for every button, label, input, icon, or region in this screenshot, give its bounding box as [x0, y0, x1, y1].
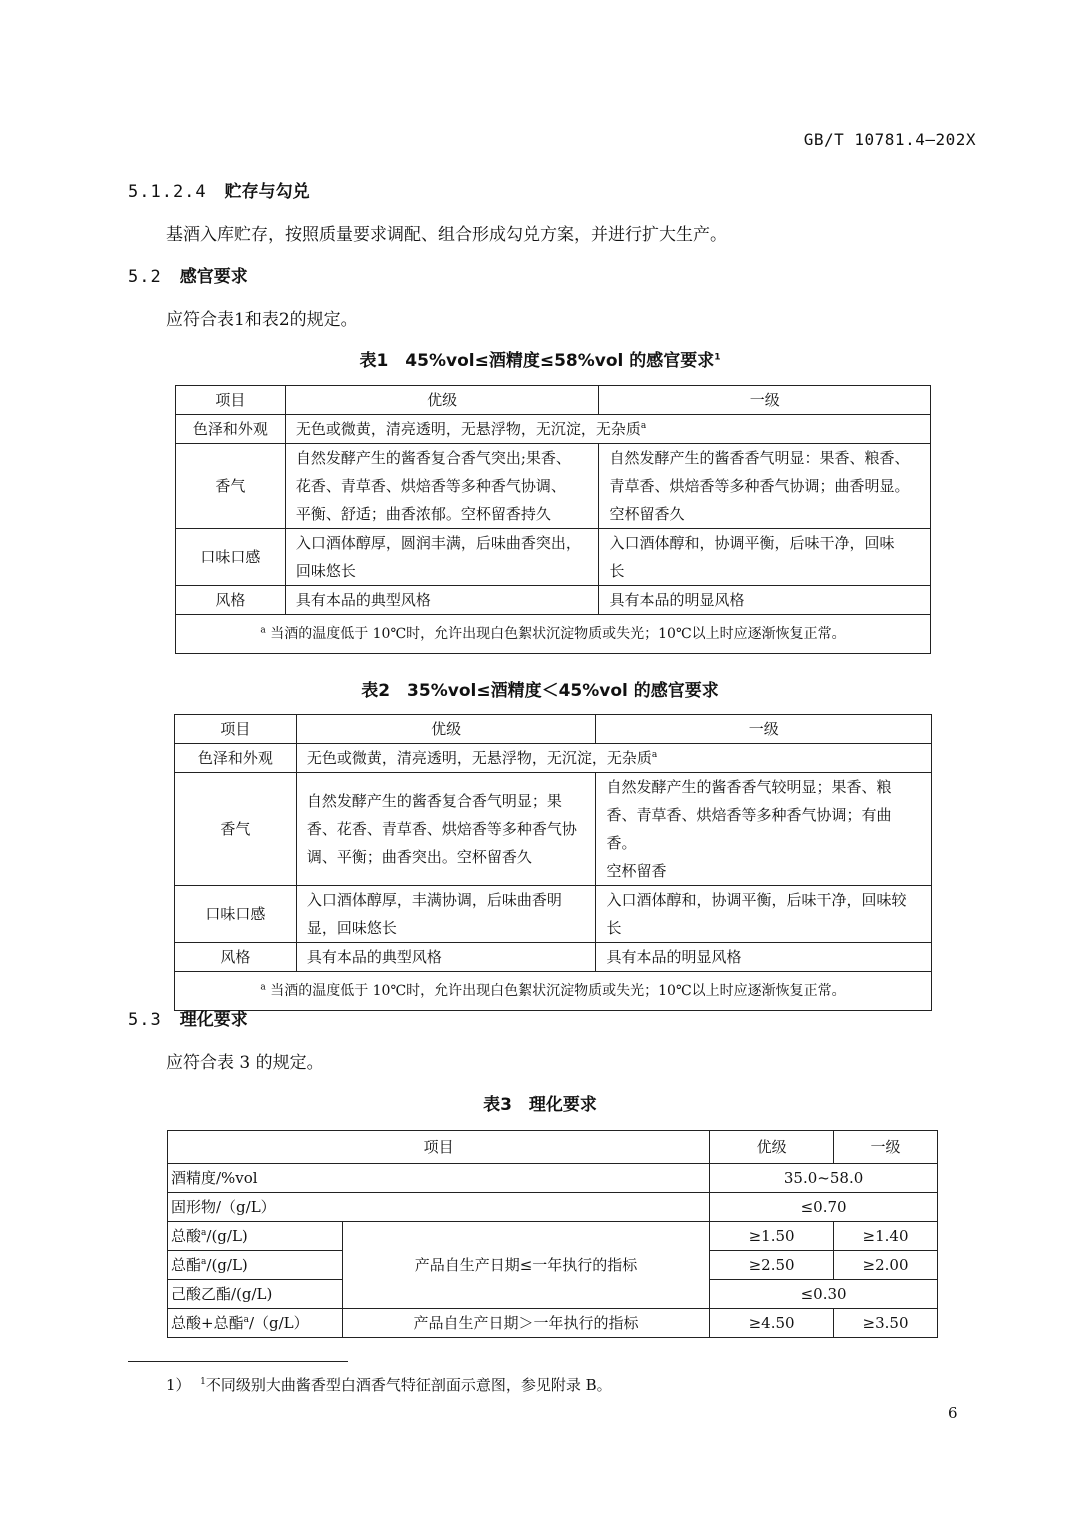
- row-value: ≤0.70: [710, 1193, 938, 1222]
- style-first: 具有本品的明显风格: [596, 943, 932, 972]
- section-number: 5.1.2.4: [128, 182, 207, 202]
- page-number: 6: [948, 1404, 958, 1422]
- text-line: 香、青草香、烘焙香等多种香气协调；有曲香。: [606, 806, 892, 852]
- note-marker: a: [260, 625, 266, 636]
- text-line: 空杯留香: [606, 862, 667, 880]
- footnote-sup: 1: [200, 1377, 206, 1387]
- table1-header-premium: 优级: [285, 386, 599, 415]
- table2-note: [175, 972, 932, 1011]
- table2-header-item: 项目: [175, 715, 297, 744]
- text-line: 自然发酵产生的酱香复合香气明显；果: [306, 792, 562, 810]
- first-value: ≥3.50: [834, 1309, 938, 1338]
- row-label: [168, 1309, 343, 1338]
- label-unit: /（g/L）: [248, 1314, 309, 1332]
- style-premium: 具有本品的典型风格: [285, 586, 599, 615]
- label-text: 总酸: [171, 1227, 202, 1245]
- table-row: [176, 586, 931, 615]
- text-line: 入口酒体醇厚，圆润丰满，后味曲香突出，: [295, 534, 581, 552]
- text-line: 平衡、舒适；曲香浓郁。空杯留香持久: [295, 505, 551, 523]
- table-row: [175, 886, 932, 943]
- table-row: [176, 444, 931, 529]
- condition-after-one-year: 产品自生产日期＞一年执行的指标: [342, 1309, 709, 1338]
- row-label: 风格: [176, 586, 286, 615]
- standard-number: GB/T 10781.4—202X: [803, 130, 976, 149]
- row-label: [168, 1222, 343, 1251]
- row-label: 香气: [175, 773, 297, 886]
- table1-caption-text: 表1 45%vol≤酒精度≤58%vol 的感官要求: [359, 351, 715, 371]
- table-row: [176, 529, 931, 586]
- first-value: ≥2.00: [834, 1251, 938, 1280]
- row-label: 己酸乙酯/(g/L): [168, 1280, 343, 1309]
- table3-header-row: [168, 1131, 938, 1164]
- table-row: [168, 1309, 938, 1338]
- color-value: [285, 415, 930, 444]
- note-ref: a: [640, 421, 647, 431]
- table-row: [175, 773, 932, 886]
- table3-caption: 表3 理化要求: [483, 1095, 597, 1115]
- note-ref: a: [651, 750, 658, 760]
- section-5-1-2-4-heading: [128, 177, 310, 202]
- table1-header-item: 项目: [176, 386, 286, 415]
- footnote: [166, 1374, 612, 1395]
- row-label: 酒精度/%vol: [168, 1164, 710, 1193]
- taste-premium: [285, 529, 599, 586]
- table1-caption: [0, 346, 1080, 371]
- table-row: [168, 1193, 938, 1222]
- color-value-text: 无色或微黄，清亮透明，无悬浮物，无沉淀，无杂质: [306, 749, 652, 767]
- note-ref: a: [201, 1257, 207, 1267]
- table3-header-first: 一级: [834, 1131, 938, 1164]
- label-unit: /(g/L): [206, 1227, 248, 1245]
- premium-value: ≥1.50: [710, 1222, 834, 1251]
- text-line: 花香、青草香、烘焙香等多种香气协调、: [295, 477, 566, 495]
- text-line: 入口酒体醇和，协调平衡，后味干净，回味: [609, 534, 895, 552]
- row-label: [168, 1251, 343, 1280]
- note-marker: a: [260, 982, 266, 993]
- label-text: 总酯: [171, 1256, 202, 1274]
- table3-header-premium: 优级: [710, 1131, 834, 1164]
- color-value: [296, 744, 931, 773]
- row-value: 35.0~58.0: [710, 1164, 938, 1193]
- text-line: 入口酒体醇和，协调平衡，后味干净，回味较: [606, 891, 907, 909]
- row-label: 口味口感: [175, 886, 297, 943]
- table1: [175, 385, 931, 654]
- aroma-first: [596, 773, 932, 886]
- section-title: 理化要求: [179, 1010, 248, 1030]
- note-text: 当酒的温度低于 10℃时，允许出现白色絮状沉淀物质或失光；10℃以上时应逐渐恢复正常。: [265, 983, 846, 999]
- color-value-text: 无色或微黄，清亮透明，无悬浮物，无沉淀，无杂质: [295, 420, 641, 438]
- taste-first: [599, 529, 931, 586]
- taste-premium: [296, 886, 596, 943]
- footnote-marker: 1）: [166, 1376, 191, 1394]
- table-row: [175, 972, 932, 1011]
- table2-caption: 表2 35%vol≤酒精度＜45%vol 的感官要求: [361, 681, 719, 701]
- table-row: [175, 943, 932, 972]
- section-title: 感官要求: [179, 267, 248, 287]
- table-row: [176, 415, 931, 444]
- section-5-3-heading: [128, 1005, 248, 1030]
- note-text: 当酒的温度低于 10℃时，允许出现白色絮状沉淀物质或失光；10℃以上时应逐渐恢复正常。: [265, 626, 846, 642]
- table-row: [168, 1164, 938, 1193]
- footnote-text: 不同级别大曲酱香型白酒香气特征剖面示意图，参见附录 B。: [205, 1376, 612, 1394]
- table-row: [176, 615, 931, 654]
- text-line: 入口酒体醇厚，丰满协调，后味曲香明: [306, 891, 562, 909]
- label-unit: /(g/L): [206, 1256, 248, 1274]
- section-number: 5.2: [128, 267, 162, 287]
- table3: [167, 1130, 938, 1338]
- table-row: [168, 1222, 938, 1251]
- text-line: 长: [609, 562, 625, 580]
- style-premium: 具有本品的典型风格: [296, 943, 596, 972]
- text-line: 显，回味悠长: [306, 919, 397, 937]
- section-5-3-text: 应符合表 3 的规定。: [166, 1053, 324, 1073]
- text-line: 长: [606, 919, 622, 937]
- text-line: 香、花香、青草香、烘焙香等多种香气协: [306, 820, 577, 838]
- text-line: 自然发酵产生的酱香香气明显：果香、粮香、: [609, 449, 910, 467]
- section-5-2-heading: [128, 262, 248, 287]
- row-value: ≤0.30: [710, 1280, 938, 1309]
- note-ref: a: [201, 1228, 207, 1238]
- table2-header-premium: 优级: [296, 715, 596, 744]
- text-line: 空杯留香久: [609, 505, 685, 523]
- style-first: 具有本品的明显风格: [599, 586, 931, 615]
- row-label: 风格: [175, 943, 297, 972]
- section-5-1-2-4-text: 基酒入库贮存，按照质量要求调配、组合形成勾兑方案，并进行扩大生产。: [166, 225, 727, 245]
- row-label: 色泽和外观: [175, 744, 297, 773]
- section-number: 5.3: [128, 1010, 162, 1030]
- taste-first: [596, 886, 932, 943]
- text-line: 青草香、烘焙香等多种香气协调；曲香明显。: [609, 477, 910, 495]
- section-title: 贮存与勾兑: [224, 182, 310, 202]
- text-line: 回味悠长: [295, 562, 356, 580]
- footnote-divider: [128, 1361, 348, 1362]
- table2-header-row: [175, 715, 932, 744]
- table1-note: [176, 615, 931, 654]
- row-label: 香气: [176, 444, 286, 529]
- text-line: 调、平衡；曲香突出。空杯留香久: [306, 848, 532, 866]
- table3-header-item: 项目: [168, 1131, 710, 1164]
- text-line: 自然发酵产生的酱香复合香气突出;果香、: [295, 449, 571, 467]
- aroma-premium: [285, 444, 599, 529]
- condition-within-one-year: 产品自生产日期≤一年执行的指标: [342, 1222, 709, 1309]
- note-ref: a: [243, 1315, 249, 1325]
- table1-header-first: 一级: [599, 386, 931, 415]
- first-value: ≥1.40: [834, 1222, 938, 1251]
- row-label: 固形物/（g/L）: [168, 1193, 710, 1222]
- table-row: [175, 744, 932, 773]
- label-text: 总酸+总酯: [171, 1314, 244, 1332]
- table1-caption-footnote-ref: 1: [714, 352, 721, 363]
- table1-header-row: [176, 386, 931, 415]
- row-label: 口味口感: [176, 529, 286, 586]
- row-label: 色泽和外观: [176, 415, 286, 444]
- table2-header-first: 一级: [596, 715, 932, 744]
- table2: [174, 714, 932, 1011]
- premium-value: ≥2.50: [710, 1251, 834, 1280]
- text-line: 自然发酵产生的酱香香气较明显；果香、粮: [606, 778, 892, 796]
- section-5-2-text: 应符合表1和表2的规定。: [166, 310, 358, 330]
- premium-value: ≥4.50: [710, 1309, 834, 1338]
- aroma-premium: [296, 773, 596, 886]
- aroma-first: [599, 444, 931, 529]
